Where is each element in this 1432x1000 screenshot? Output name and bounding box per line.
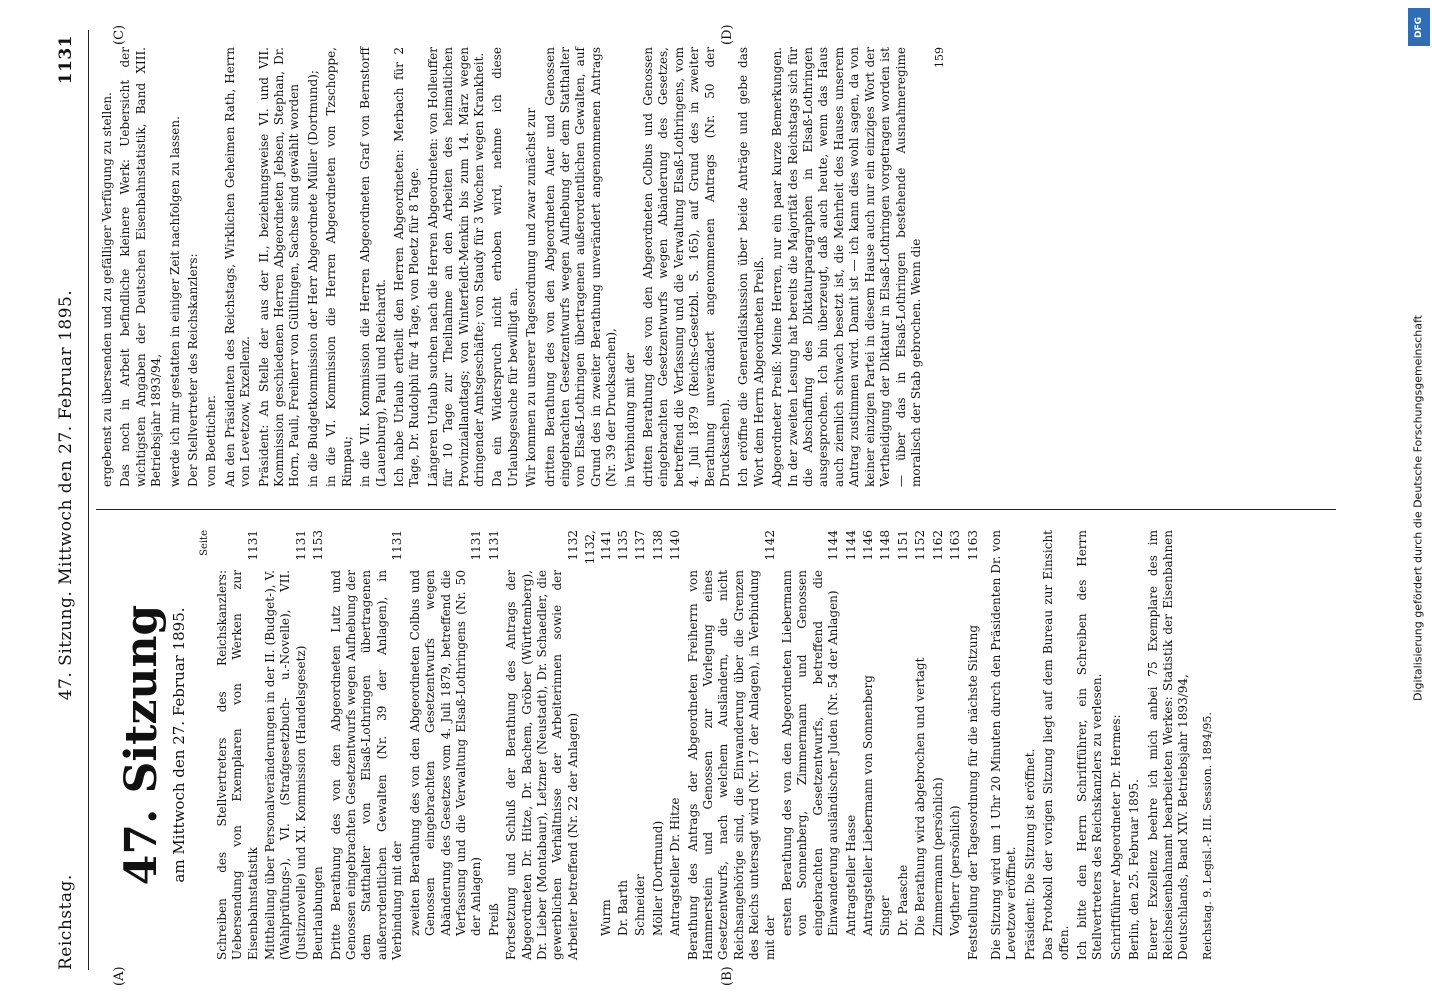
toc-entry [651,530,666,960]
toc-entry-page: 1131 [245,530,260,561]
column-divider [96,509,1336,510]
toc-entry-page: 1132 [565,530,580,561]
body-paragraph: Da ein Widerspruch nicht erhoben wird, nehme ich diese Urlaubsgesuche für bewilligt an. [490,47,520,487]
toc-entry-text: Vogtherr (persönlich) [948,805,963,936]
toc-entry [263,530,309,960]
toc-entry-page: 1138 [650,530,665,561]
running-header [56,20,86,970]
toc-entry-text: Möller (Dortmund) [650,820,665,936]
body-paragraph: Wir kommen zu unserer Tagesordnung und zwar zunächst zur [524,107,539,487]
toc-entry-page: 1163 [965,530,980,561]
body-paragraph: Das noch in Arbeit befindliche kleinere Werk: Uebersicht der wichtigsten Angaben der Deutschen Eisenbahnstatistik, Band XIII. Betriebsjahr 1893/94, [118,47,164,487]
toc-entry-text: Wurm [598,899,613,936]
toc-entry-page: 1144 [843,530,858,561]
toc-entry [583,530,614,960]
toc-entry-text: Fortsetzung und Schluß der Berathung des Antrags der Abgeordneten Dr. Hitze, Dr. Bachem, Gröber (Württemberg), Dr. Lieber (Montabaur), Letzner (Neustadt), Dr. Schaedler, die gewerblichen Verhältnisse der Arbeiterinnen sowie der Arbeiter betreffend (Nr. 22 der Anlagen) [504,570,580,960]
toc-entry [616,530,631,960]
left-column [100,530,1215,960]
toc-entry-text: Antragsteller Liebermann von Sonnenberg [861,675,876,936]
toc-entry-text: Zimmermann (persönlich) [930,777,945,936]
toc-entry [487,530,502,960]
toc-entry-page: 1140 [668,530,683,561]
toc-entry-page: 1152 [913,530,928,561]
body-paragraph: Euerer Exzellenz beehre ich mich anbei 75 Exemplare des im Reichseisenbahnamt bearbeiteten Werkes: Statistik der Eisenbahnen Deutschlands, Band XIV. Betriebsjahr 1893/94, [1145,530,1191,960]
margin-letter-a: (A) [112,966,127,986]
toc-entry-page: 1137 [633,530,648,561]
toc-entry-text: Mittheilung über Personalveränderungen in der II. (Budget-), V. (Wahlprüfungs-), VI. (Strafgesetzbuch- u.-Novelle), VII. (Justiznovelle) und XI. Kommission (Handelsgesetz) [263,570,308,960]
session-date: am Mittwoch den 27. Februar 1895. [170,607,188,883]
right-body-text [100,47,924,487]
toc-entry-page: 1162 [930,530,945,561]
toc-entry-text: Dr. Barth [615,880,630,936]
toc-entry-page: 1153 [311,530,326,561]
toc-entry-text: Schneider [633,874,648,936]
toc-entry [633,530,648,960]
body-paragraph: dritten Berathung des von den Abgeordneten Colbus und Genossen eingebrachten Gesetzentwurfs wegen Abänderung des Gesetzes, betreffend die Verfassung und die Verwaltung Elsaß-Lothringens, vom 4. Juli 1879 (Reichs-Gesetzbl. S. 165), auf Grund des in zweiter Berathung unverändert angenommenen Antrags (Nr. 50 der Drucksachen). [641,47,733,487]
body-paragraph: ergebenst zu übersenden und zu gefälliger Verfügung zu stellen. [100,92,114,487]
toc-entry-page: 1135 [615,530,630,561]
toc-entry-text: Dr. Paasche [895,864,910,936]
body-paragraph: Ich bitte den Herrn Schriftführer, ein Schreiben des Herrn Stellvertreters des Reichskanzlers zu verlesen. [1074,530,1105,960]
toc-entry-text: Antragsteller Hasse [843,814,858,936]
body-paragraph: werde ich mir gestatten in einiger Zeit nachfolgen zu lassen. [167,116,182,487]
body-paragraph: Präsident: An Stelle der aus der II., beziehungsweise VI. und VII. Kommission geschiedenen Herren Abgeordneten Jebsen, Stephan, Dr. Horn, Pauli, Freiherr von Gültlingen, Sachse sind gewählt worden [256,47,302,487]
toc-entry-page: 1131 [486,530,501,561]
credit-text: Digitalisierung gefördert durch die Deutsche Forschungsgemeinschaft [1411,315,1425,701]
toc-entry-page: 1148 [878,530,893,561]
toc-entry-text: zweiten Berathung des von den Abgeordneten Colbus und Genossen eingebrachten Gesetzentwurfs wegen Abänderung des Gesetzes vom 4. Juli 1879, betreffend die Verfassung und die Verwaltung Elsaß-Lothringens (Nr. 50 der Anlagen) [407,570,484,936]
header-rule [88,30,89,970]
body-paragraph: Präsident: Die Sitzung ist eröffnet. [1022,748,1037,960]
toc-entry-text: ersten Berathung des von den Abgeordneten Liebermann von Sonnenberg, Zimmermann und Genossen eingebrachten Gesetzentwurfs, betreffend die Einwanderung ausländischer Juden (Nr. 54 der Anlagen) [780,570,841,936]
body-paragraph: Ich eröffne die Generaldiskussion über beide Anträge und gebe das Wort dem Herrn Abgeordneten Preiß. [736,47,766,487]
margin-letter-b: (B) [720,966,735,986]
toc-entry [844,530,859,960]
right-column [100,47,948,487]
body-paragraph: Das Protokoll der vorigen Sitzung liegt auf dem Bureau zur Einsicht offen. [1041,530,1071,960]
body-paragraph: in Verbindung mit der [622,352,637,487]
body-paragraph: Berlin, den 25. Februar 1895. [1127,779,1142,960]
session-title: 47. Sitzung [116,604,167,886]
body-paragraph: Ich habe Urlaub ertheilt den Herren Abgeordneten: Merbach für 2 Tage, Dr. Rudolphi für 4 Tage, von Ploetz für 8 Tage. [391,47,422,487]
body-paragraph: An den Präsidenten des Reichstags, Wirklichen Geheimen Rath, Herrn von Levetzow, Exzellenz. [222,47,253,487]
toc-entry-text: Antragsteller Dr. Hitze [668,797,683,936]
toc-entry-text: Preiß [486,903,501,936]
toc-entry [896,530,911,960]
toc-entry-text: Feststellung der Tagesordnung für die nächste Sitzung [965,624,980,960]
body-paragraph: Der Stellvertreter des Reichskanzlers: [186,253,201,487]
body-paragraph: in die VII. Kommission die Herren Abgeordneten Graf von Bernstorff (Lauenburg), Pauli und Reichardt. [358,47,388,487]
body-paragraph: in die VI. Kommission die Herren Abgeordneten von Tzschoppe, Rimpau; [324,47,354,487]
toc-entry [329,530,406,960]
margin-letter-d: (D) [720,24,735,45]
table-of-contents [215,530,981,960]
toc-entry [686,530,778,960]
toc-entry-page: 1131 [469,530,484,561]
toc-entry [215,530,261,960]
toc-entry [780,530,842,960]
toc-entry [311,530,326,960]
toc-entry [861,530,876,960]
toc-entry-text: Dritte Berathung des von den Abgeordneten Lutz und Genossen eingebrachten Gesetzentwurfs wegen Aufhebung der dem Statthalter von Elsaß-Lothringen übertragenen außerordentlichen Gewalten (Nr. 39 der Anlagen), in Verbindung mit der [328,570,405,960]
toc-entry-text: Berathung des Antrags der Abgeordneten Freiherrn von Hammerstein und Genossen zur Vorlegung eines Gesetzentwurfs, nach welchem Ausländern, die nicht Reichsangehörige sind, die Einwanderung über die Grenzen des Reichs untersagt wird (Nr. 17 der Anlagen), in Verbindung mit der [685,570,777,960]
toc-entry-text: Singer [878,895,893,936]
toc-entry [408,530,485,960]
body-paragraph: in die Budgetkommission der Herr Abgeordnete Müller (Dortmund); [305,70,320,487]
margin-letter-c: (C) [112,24,127,45]
toc-entry-text: Die Berathung wird abgebrochen und vertagt [913,657,928,936]
toc-entry-page: 1144 [826,530,841,561]
toc-entry [966,530,981,960]
toc-entry-page: 1163 [948,530,963,561]
body-paragraph: dritten Berathung des von den Abgeordneten Auer und Genossen eingebrachten Gesetzentwurfs wegen Aufhebung der dem Statthalter von Elsaß-Lothringen übertragenen außerordentlichen Gewalten, auf Grund des in zweiter Berathung unverändert angenommenen Antrags (Nr. 39 der Drucksachen), [542,47,619,487]
digitization-credit [1410,28,1426,988]
header-left: Reichstag. [56,874,76,970]
body-paragraph: von Boetticher. [204,395,219,487]
toc-entry [504,530,581,960]
header-center: 47. Sitzung. Mittwoch den 27. Februar 1895. [56,289,76,701]
toc-entry-page: 1146 [861,530,876,561]
body-paragraph: Die Sitzung wird um 1 Uhr 20 Minuten durch den Präsidenten Dr. von Levetzow eröffnet. [988,530,1019,960]
body-paragraph: Längeren Urlaub suchen nach die Herren Abgeordneten: von Holleuffer für 10 Tage zur Theilnahme an den Arbeiten des heimatlichen Provinziallandtags; von Winterfeldt-Menkin bis zum 14. März wegen dringender Amtsgeschäfte; von Staudy für 3 Wochen wegen Krankheit. [425,47,486,487]
right-footer: 159 [933,47,947,68]
left-footer: Reichstag. 9. Legisl.-P. III. Session. 1894/95. [1200,712,1214,960]
toc-entry [668,530,683,960]
toc-entry [913,530,928,960]
toc-seite-label: Seite [199,530,211,556]
body-paragraph: Schriftführer Abgeordneter Dr. Hermes: [1108,714,1123,960]
left-body-text [989,530,1192,960]
dfg-logo: DFG [1408,8,1430,46]
toc-entry [878,530,893,960]
body-paragraph: Abgeordneter Preiß: Meine Herren, nur ein paar kurze Bemerkungen. In der zweiten Lesung hat bereits die Majorität des Reichstags sich für die Abschaffung des Diktaturparagraphen in Elsaß-Lothringen ausgesprochen. Ich bin überzeugt, daß auch heute, wenn das Haus auch ziemlich schwach besetzt ist, die Mehrheit des Hauses unserem Antrag zustimmen wird. Damit ist — ich kann dies wohl sagen, da von keiner einzigen Partei in diesem Hause auch nur ein einziges Wort der Vertheidigung der Diktatur in Elsaß-Lothringen vorgetragen worden ist — über das in Elsaß-Lothringen bestehende Ausnahmeregime moralisch der Stab gebrochen. Wenn die [770,47,923,487]
toc-entry [931,530,946,960]
page-number: 1131 [56,35,76,85]
toc-entry-page: 1131 [293,530,308,561]
toc-entry-text: Beurlaubungen [311,866,326,960]
toc-entry-page: 1131 [390,530,405,561]
toc-entry-text: Schreiben des Stellvertreters des Reichskanzlers: Uebersendung von Exemplaren von Werken zur Eisenbahnstatistik [214,570,260,960]
toc-entry-page: 1142 [762,530,777,561]
toc-entry-page: 1132, 1141 [583,530,613,565]
toc-entry-page: 1151 [895,530,910,561]
toc-entry [948,530,963,960]
